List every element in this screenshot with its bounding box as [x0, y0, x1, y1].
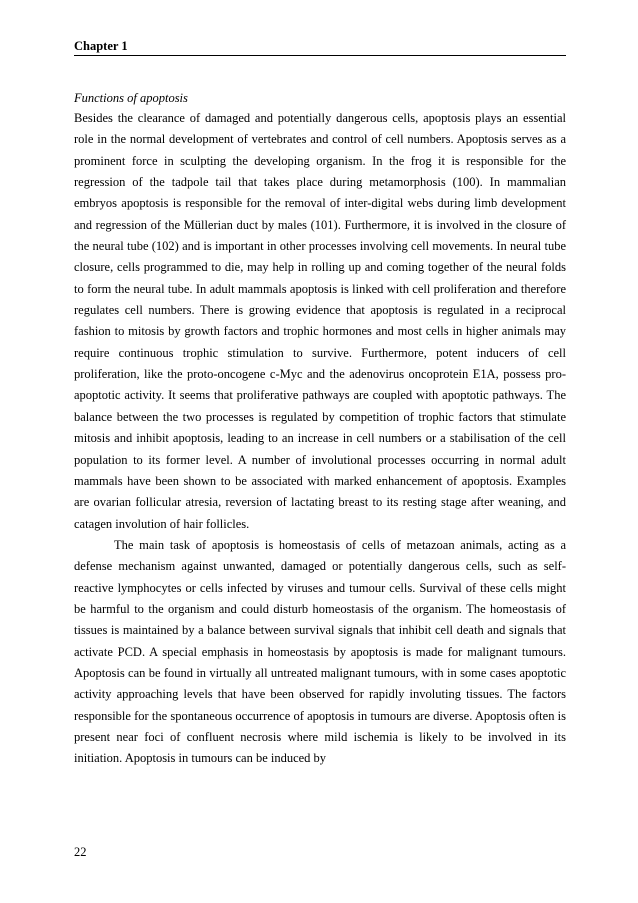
paragraph-2: The main task of apoptosis is homeostasis of cells of metazoan animals, acting as a defense mechanism against unwanted, damaged or potentially dangerous cells, such as self-reactive lymphocytes or cells infected by viruses and tumour cells. Survival of these cells might be harmful to the organism and could disturb homeostasis of the organism. The homeostasis of tissues is maintained by a balance between survival signals that inhibit cell death and signals that activate PCD. A special emphasis in homeostasis by apoptosis is made for malignant tumours. Apoptosis can be found in virtually all untreated malignant tumours, with in some cases apoptotic activity approaching levels that have been observed for rapidly involuting tissues. The factors responsible for the spontaneous occurrence of apoptosis in tumours are diverse. Apoptosis often is present near foci of confluent necrosis where mild ischemia is likely to be involved in its initiation. Apoptosis in tumours can be induced by	[74, 537, 566, 766]
page-number: 22	[74, 845, 87, 859]
chapter-header: Chapter 1	[74, 38, 566, 56]
body-text	[74, 108, 566, 770]
section-title: Functions of apoptosis	[74, 91, 188, 105]
paragraph-1: Besides the clearance of damaged and potentially dangerous cells, apoptosis plays an essential role in the normal development of vertebrates and control of cell numbers. Apoptosis serves as a prominent force in sculpting the developing organism. In the frog it is responsible for the regression of the tadpole tail that takes place during metamorphosis (100). In mammalian embryos apoptosis is responsible for the removal of inter-digital webs during limb development and regression of the Müllerian duct by males (101). Furthermore, it is involved in the closure of the neural tube (102) and is important in other processes involving cell movements. In neural tube closure, cells programmed to die, may help in rolling up and coming together of the neural folds to form the neural tube. In adult mammals apoptosis is linked with cell proliferation and therefore regulates cell numbers. There is growing evidence that apoptosis is regulated in a reciprocal fashion to mitosis by growth factors and trophic hormones and most cells in higher animals may require continuous trophic stimulation to survive. Furthermore, potent inducers of cell proliferation, like the proto-oncogene c-Myc and the adenovirus oncoprotein E1A, possess pro-apoptotic activity. It seems that proliferative pathways are coupled with apoptotic pathways. The balance between the two processes is regulated by competition of trophic factors that stimulate mitosis and inhibit apoptosis, leading to an increase in cell numbers or a stabilisation of the cell population to its former level. A number of involutional processes occurring in normal adult mammals have been shown to be associated with marked enhancement of apoptosis. Examples are ovarian follicular atresia, reversion of lactating breast to its resting stage after weaning, and catagen involution of hair follicles.	[74, 111, 566, 531]
